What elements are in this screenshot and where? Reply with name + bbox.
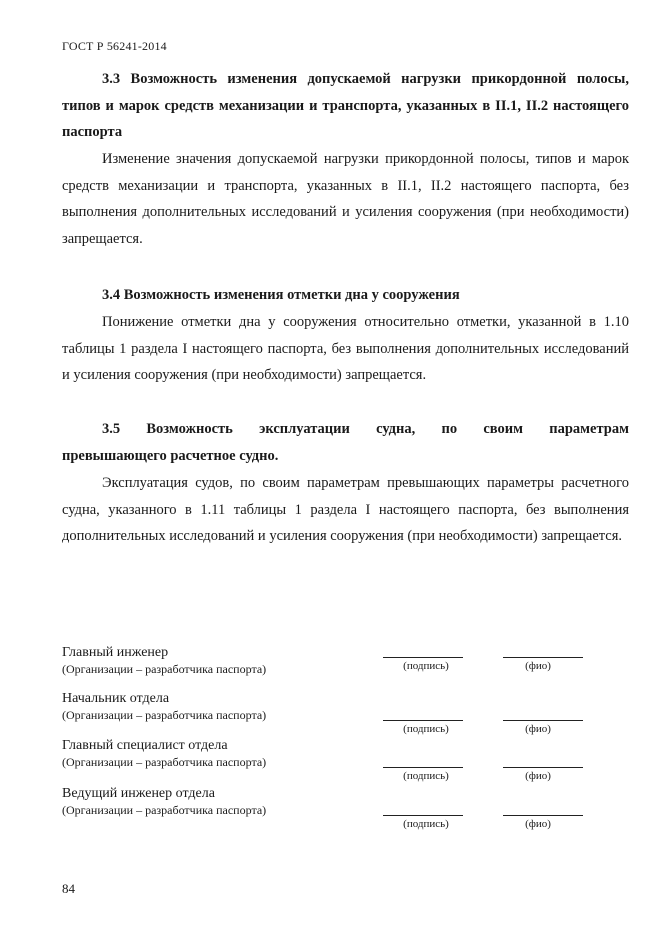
name-line — [503, 767, 583, 768]
section-3-5-body: Эксплуатация судов, по своим параметрам превышающих параметры расчетного судна, указанного в 1.11 таблицы 1 раздела I настоящего паспорта, без выполнения дополнительных исследований и усиления сооружения (при необходимости) запрещается. — [62, 475, 629, 544]
name-caption: (фио) — [525, 660, 551, 672]
signature-role: Главный специалист отдела — [62, 738, 228, 753]
signature-role: Главный инженер — [62, 645, 169, 660]
section-3-4-body: Понижение отметки дна у сооружения относительно отметки, указанной в 1.10 таблицы 1 раздела I настоящего паспорта, без выполнения дополнительных исследований и усиления сооружения (при необходимости) запрещается. — [62, 314, 629, 383]
section-3-3-heading: 3.3 Возможность изменения допускаемой нагрузки прикордонной полосы, типов и марок средств механизации и транспорта, указанных в II.1, II.2 настоящего паспорта — [62, 71, 629, 140]
signature-caption: (подпись) — [403, 818, 449, 830]
signature-org: (Организации – разработчика паспорта) — [62, 803, 267, 817]
name-line — [503, 657, 583, 658]
section-3-5-heading-line2: превышающего расчетное судно. — [62, 448, 279, 464]
page-number: 84 — [62, 881, 75, 896]
name-line — [503, 720, 583, 721]
signature-caption: (подпись) — [403, 660, 449, 672]
name-caption: (фио) — [525, 723, 551, 735]
signature-caption: (подпись) — [403, 770, 449, 782]
signature-line — [383, 720, 463, 721]
signature-org: (Организации – разработчика паспорта) — [62, 755, 267, 769]
signature-caption: (подпись) — [403, 723, 449, 735]
section-3-3-body: Изменение значения допускаемой нагрузки прикордонной полосы, типов и марок средств механизации и транспорта, указанных в II.1, II.2 настоящего паспорта, без выполнения дополнительных исследований и усиления сооружения (при необходимости) запрещается. — [62, 151, 629, 247]
name-caption: (фио) — [525, 770, 551, 782]
section-3-5-heading-line1: 3.5 Возможность эксплуатации судна, по своим параметрам — [102, 421, 629, 437]
document-header: ГОСТ Р 56241-2014 — [62, 39, 167, 53]
name-line — [503, 815, 583, 816]
signature-org: (Организации – разработчика паспорта) — [62, 662, 267, 676]
signature-role: Начальник отдела — [62, 691, 170, 706]
signature-line — [383, 815, 463, 816]
signature-line — [383, 767, 463, 768]
signature-org: (Организации – разработчика паспорта) — [62, 708, 267, 722]
signature-line — [383, 657, 463, 658]
section-3-4-heading: 3.4 Возможность изменения отметки дна у сооружения — [102, 287, 460, 303]
signature-role: Ведущий инженер отдела — [62, 786, 215, 801]
name-caption: (фио) — [525, 818, 551, 830]
